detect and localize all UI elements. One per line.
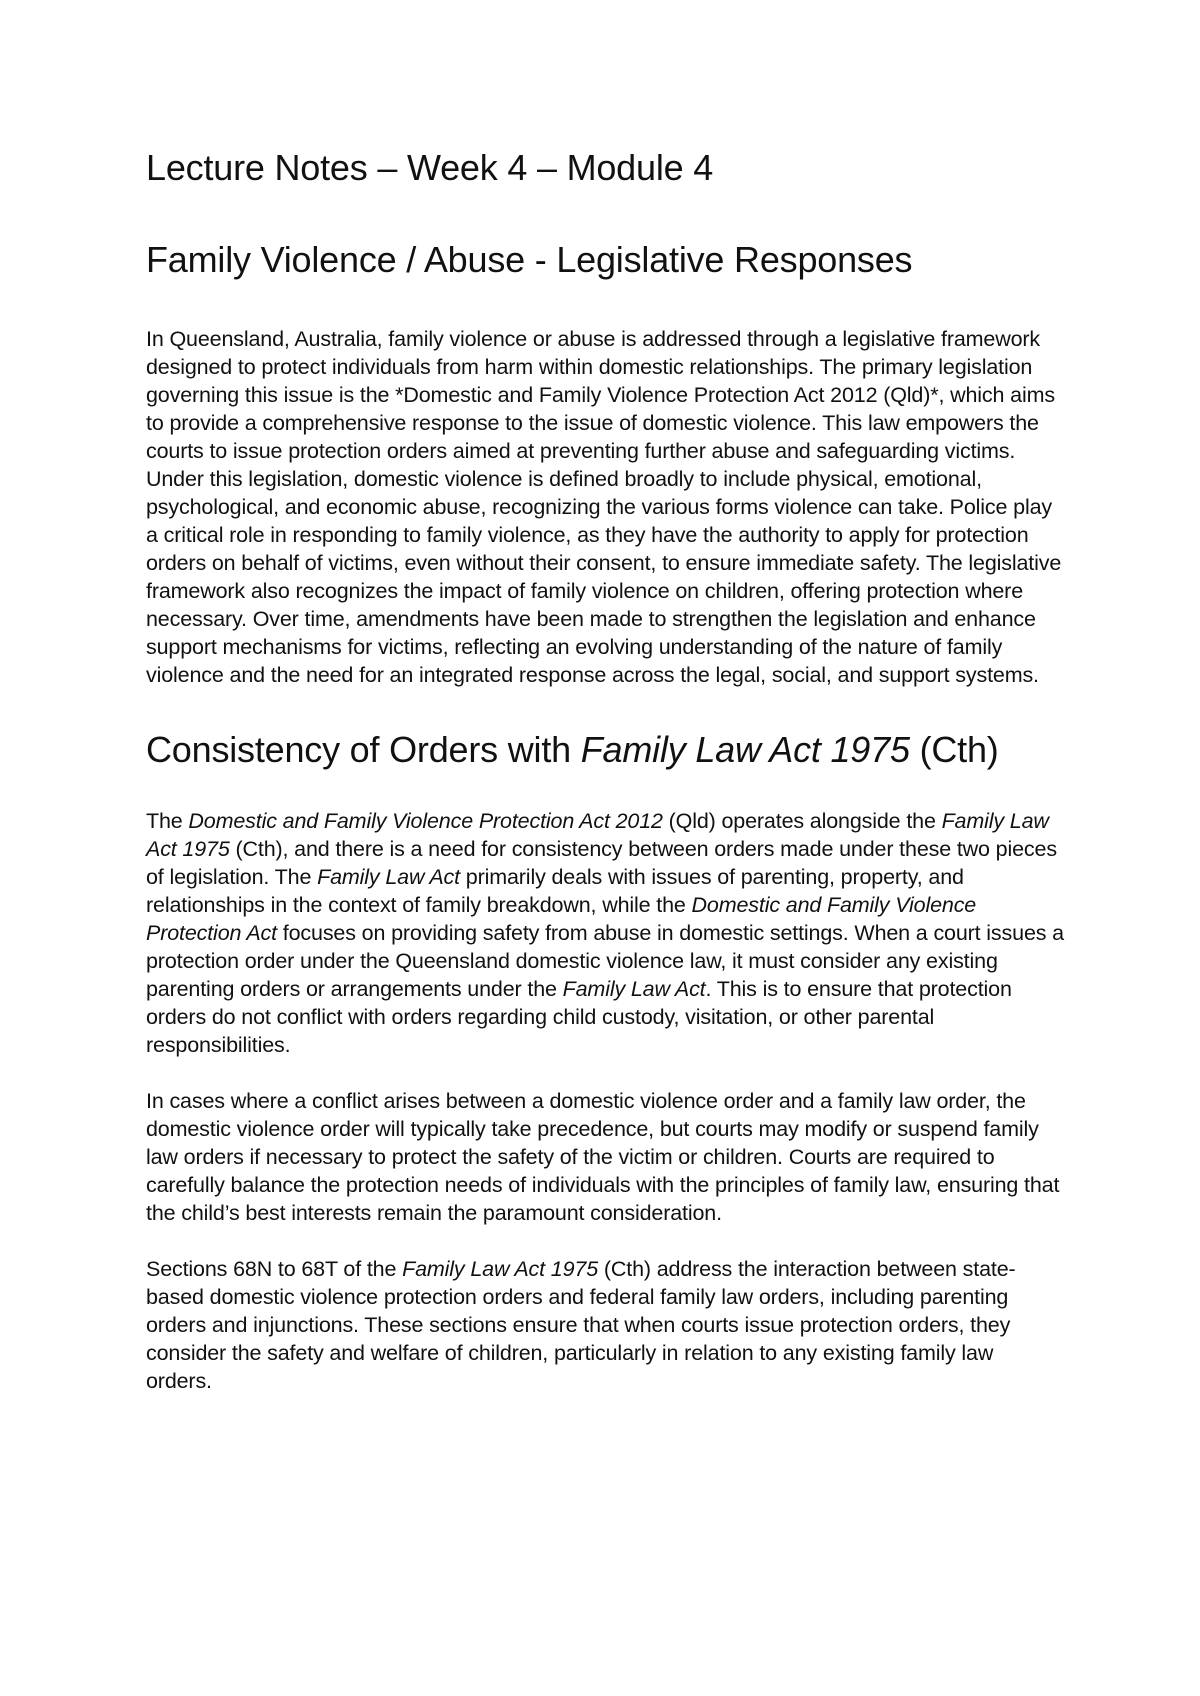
- consistency-paragraph-3: [146, 1255, 1064, 1395]
- text-run: (Cth) address the interaction between state-based domestic violence protection orders and federal family law orders, including parenting orders and injunctions. These sections ensure that when courts issue protection orders, they consider the safety and welfare of children, particularly in relation to any existing family law orders.: [146, 1257, 1016, 1393]
- text-run: . This is to ensure that protection orders do not conflict with orders regarding child custody, visitation, or other parental responsibilities.: [146, 977, 1012, 1057]
- act-name-italic: Family Law Act 1975: [146, 809, 1049, 861]
- text-run: The: [146, 809, 189, 833]
- act-name-italic: Family Law Act 1975: [402, 1257, 599, 1281]
- act-name-italic: Family Law Act: [317, 865, 460, 889]
- document-subtitle: Family Violence / Abuse - Legislative Responses: [146, 239, 913, 280]
- text-run: (Qld) operates alongside the: [662, 809, 942, 833]
- consistency-paragraph-2: In cases where a conflict arises between a domestic violence order and a family law order, the domestic violence order will typically take precedence, but courts may modify or suspend family law orders if necessary to protect the safety of the victim or children. Courts are required to carefully balance the protection needs of individuals with the principles of family law, ensuring that the child’s best interests remain the paramount consideration.: [146, 1089, 1060, 1225]
- text-run: Sections 68N to 68T of the: [146, 1257, 403, 1281]
- document-title: Lecture Notes – Week 4 – Module 4: [146, 147, 714, 188]
- text-run: focuses on providing safety from abuse in domestic settings. When a court issues a protection order under the Queensland domestic violence law, it must consider any existing parenting orders or arrangements under the: [146, 921, 1064, 1001]
- document-page: [146, 146, 1064, 1395]
- act-name-italic: Domestic and Family Violence Protection Act: [146, 893, 977, 945]
- section-heading-consistency: [146, 727, 1064, 773]
- text-run: primarily deals with issues of parenting, property, and relationships in the context of family breakdown, while the: [146, 865, 964, 917]
- section-heading-suffix: (Cth): [909, 729, 999, 770]
- text-run: (Cth), and there is a need for consistency between orders made under these two pieces of legislation. The: [146, 837, 1057, 889]
- section-heading-act-name: Family Law Act 1975: [580, 729, 910, 770]
- section-heading-prefix: Consistency of Orders with: [146, 729, 581, 770]
- intro-paragraph: In Queensland, Australia, family violence or abuse is addressed through a legislative framework designed to protect individuals from harm within domestic relationships. The primary legislation governing this issue is the *Domestic and Family Violence Protection Act 2012 (Qld)*, which aims to provide a comprehensive response to the issue of domestic violence. This law empowers the courts to issue protection orders aimed at preventing further abuse and safeguarding victims. Under this legislation, domestic violence is defined broadly to include physical, emotional, psychological, and economic abuse, recognizing the various forms violence can take. Police play a critical role in responding to family violence, as they have the authority to apply for protection orders on behalf of victims, even without their consent, to ensure immediate safety. The legislative framework also recognizes the impact of family violence on children, offering protection where necessary. Over time, amendments have been made to strengthen the legislation and enhance support mechanisms for victims, reflecting an evolving understanding of the nature of family violence and the need for an integrated response across the legal, social, and support systems.: [146, 327, 1062, 687]
- act-name-italic: Domestic and Family Violence Protection Act 2012: [188, 809, 663, 833]
- act-name-italic: Family Law Act: [562, 977, 706, 1001]
- consistency-paragraph-1: [146, 807, 1064, 1059]
